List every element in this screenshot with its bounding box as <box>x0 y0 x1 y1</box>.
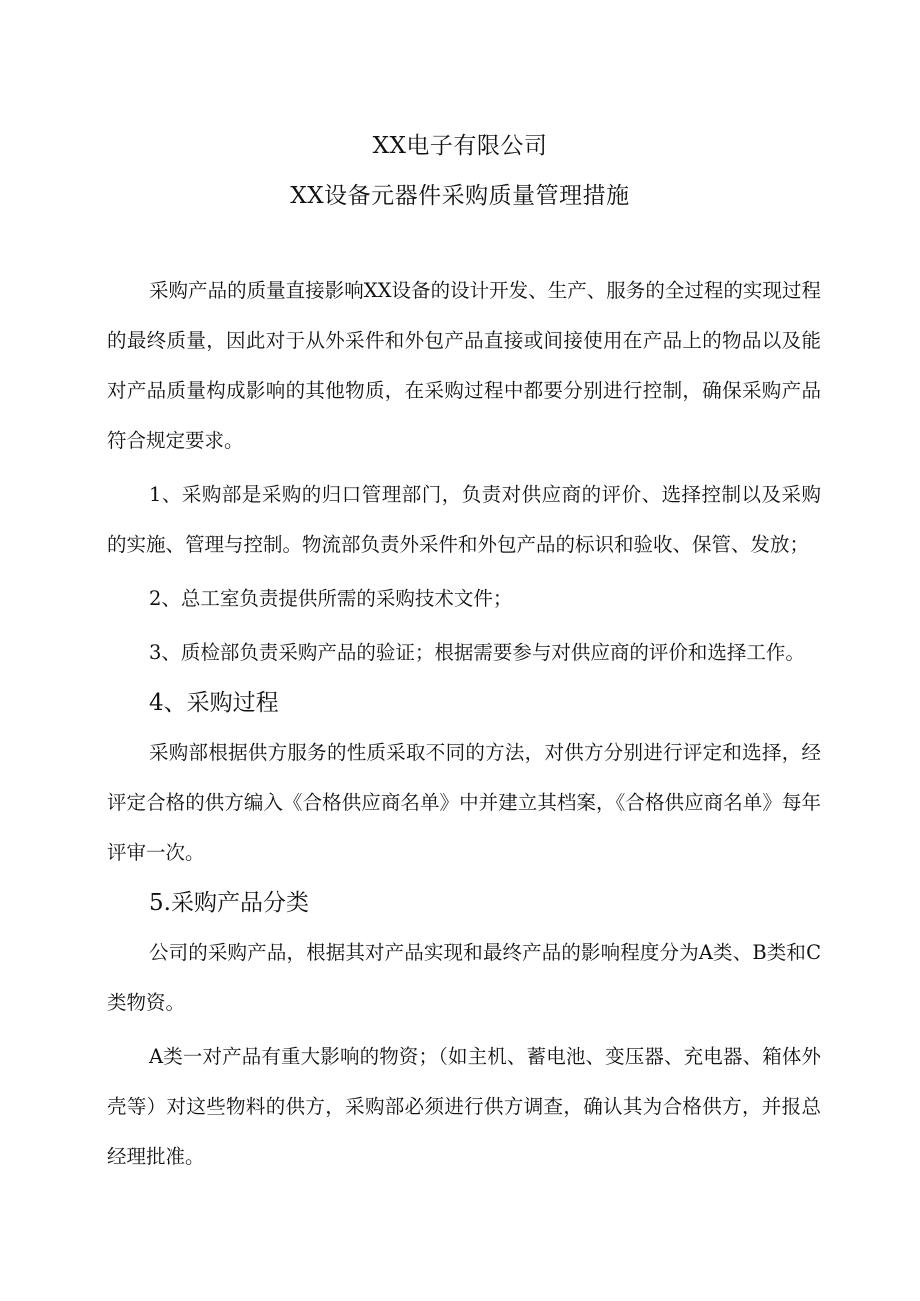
responsibility-item-2: 2、总工室负责提供所需的采购技术文件； <box>149 587 513 610</box>
intro-paragraph: 采购产品的质量直接影响XX设备的设计开发、生产、服务的全过程的实现过程的最终质量，因此对于从外采件和外包产品直接或间接使用在产品上的物品以及能对产品质量构成影响的其他物质，在采购过程中都要分别进行控制，确保采购产品符合规定要求。 <box>107 279 821 452</box>
section-heading-5: 5.采购产品分类 <box>149 890 309 916</box>
company-title: XX电子有限公司 <box>372 133 548 159</box>
responsibility-item-3: 3、质检部负责采购产品的验证；根据需要参与对供应商的评价和选择工作。 <box>149 641 805 664</box>
document-body <box>107 266 821 1182</box>
section-heading-4: 4、采购过程 <box>149 690 279 716</box>
document-title: XX设备元器件采购质量管理措施 <box>290 183 630 209</box>
procurement-process-paragraph: 采购部根据供方服务的性质采取不同的方法，对供方分别进行评定和选择，经评定合格的供方编入《合格供应商名单》中并建立其档案，《合格供应商名单》每年评审一次。 <box>107 741 821 864</box>
class-a-paragraph: A类一对产品有重大影响的物资；（如主机、蓄电池、变压器、充电器、箱体外壳等）对这些物料的供方，采购部必须进行供方调查，确认其为合格供方，并报总经理批准。 <box>107 1045 821 1168</box>
classification-paragraph: 公司的采购产品，根据其对产品实现和最终产品的影响程度分为A类、B类和C类物资。 <box>107 941 821 1014</box>
responsibility-item-1: 1、采购部是采购的归口管理部门，负责对供应商的评价、选择控制以及采购的实施、管理与控制。物流部负责外采件和外包产品的标识和验收、保管、发放； <box>107 483 821 556</box>
